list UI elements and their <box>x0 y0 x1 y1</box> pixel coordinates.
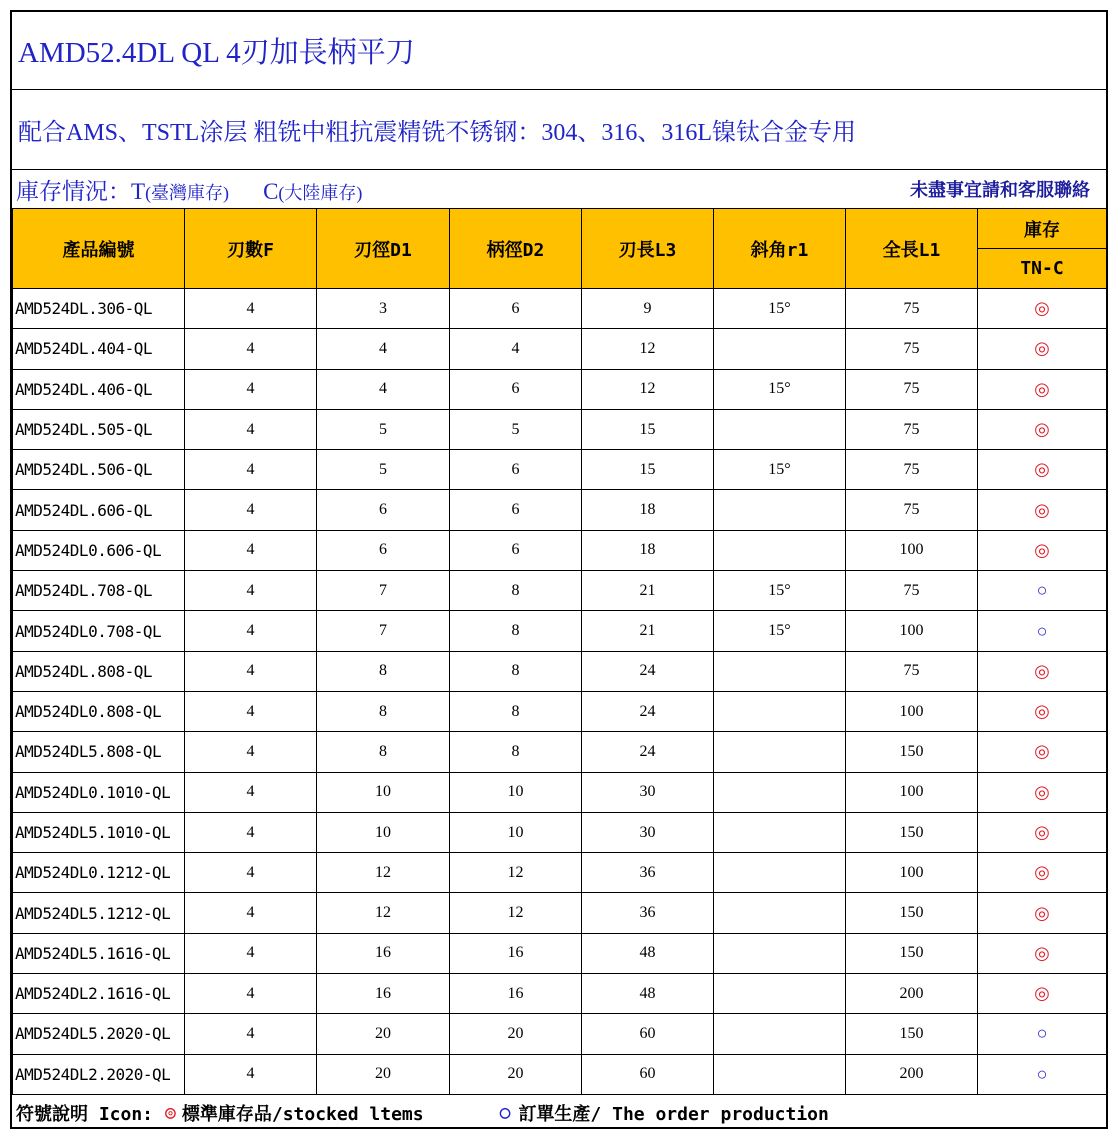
table-row <box>13 812 1107 852</box>
d1-cell: 3 <box>317 289 450 329</box>
r1-cell: 15° <box>714 611 846 651</box>
order-circle-icon: ○ <box>1036 620 1048 641</box>
stock-cell <box>978 732 1107 772</box>
d1-cell: 4 <box>317 369 450 409</box>
flutes-cell: 4 <box>185 893 317 933</box>
l3-cell: 12 <box>582 329 714 369</box>
order-circle-icon: ○ <box>499 1102 511 1124</box>
stock-cell <box>978 289 1107 329</box>
l1-cell: 150 <box>846 933 978 973</box>
table-row <box>13 691 1107 731</box>
stock-cell <box>978 329 1107 369</box>
stock-cell <box>978 974 1107 1014</box>
header-stock-sub: TN-C <box>978 249 1107 289</box>
stocked-circle-icon: ◎ <box>1034 741 1050 762</box>
d2-cell: 20 <box>450 1014 582 1054</box>
stock-c-desc: (大陸庫存) <box>278 182 363 203</box>
flutes-cell: 4 <box>185 329 317 369</box>
d2-cell: 20 <box>450 1054 582 1094</box>
d1-cell: 10 <box>317 812 450 852</box>
l1-cell: 75 <box>846 490 978 530</box>
code-cell: AMD524DL5.1010-QL <box>13 812 185 852</box>
table-row <box>13 329 1107 369</box>
code-cell: AMD524DL.606-QL <box>13 490 185 530</box>
code-cell: AMD524DL2.2020-QL <box>13 1054 185 1094</box>
l3-cell: 24 <box>582 651 714 691</box>
stock-t-code: T <box>131 178 146 204</box>
d1-cell: 8 <box>317 732 450 772</box>
page-title: AMD52.4DL QL 4刃加長柄平刀 <box>12 12 1106 90</box>
code-cell: AMD524DL0.1212-QL <box>13 853 185 893</box>
code-cell: AMD524DL0.606-QL <box>13 530 185 570</box>
table-row <box>13 1054 1107 1094</box>
header-stock: 庫存 <box>978 209 1107 249</box>
r1-cell: 15° <box>714 450 846 490</box>
r1-cell <box>714 812 846 852</box>
d2-cell: 8 <box>450 611 582 651</box>
code-cell: AMD524DL.505-QL <box>13 409 185 449</box>
stocked-circle-icon: ◎ <box>1034 822 1050 842</box>
flutes-cell: 4 <box>185 289 317 329</box>
l3-cell: 60 <box>582 1014 714 1054</box>
header-code: 產品編號 <box>13 209 185 289</box>
table-row <box>13 611 1107 651</box>
d1-cell: 12 <box>317 853 450 893</box>
l1-cell: 75 <box>846 571 978 611</box>
d1-cell: 7 <box>317 611 450 651</box>
d1-cell: 20 <box>317 1054 450 1094</box>
table-row <box>13 409 1107 449</box>
stock-label: 庫存情況： <box>16 178 131 204</box>
table-row <box>13 369 1107 409</box>
l1-cell: 150 <box>846 1014 978 1054</box>
l3-cell: 21 <box>582 611 714 651</box>
flutes-cell: 4 <box>185 1014 317 1054</box>
table-row <box>13 732 1107 772</box>
page-subtitle: 配合AMS、TSTL涂层 粗铣中粗抗震精铣不锈钢：304、316、316L镍钛合金专用 <box>12 90 1106 170</box>
stock-cell <box>978 651 1107 691</box>
l1-cell: 75 <box>846 450 978 490</box>
code-cell: AMD524DL.306-QL <box>13 289 185 329</box>
r1-cell <box>714 853 846 893</box>
code-cell: AMD524DL.506-QL <box>13 450 185 490</box>
l1-cell: 100 <box>846 530 978 570</box>
l1-cell: 75 <box>846 369 978 409</box>
code-cell: AMD524DL2.1616-QL <box>13 974 185 1014</box>
stocked-circle-icon: ◎ <box>1034 862 1050 883</box>
d1-cell: 4 <box>317 329 450 369</box>
l1-cell: 75 <box>846 329 978 369</box>
d2-cell: 10 <box>450 772 582 812</box>
stocked-circle-icon: ◎ <box>165 1102 176 1124</box>
stocked-circle-icon: ◎ <box>1034 701 1050 722</box>
l3-cell: 60 <box>582 1054 714 1094</box>
l3-cell: 36 <box>582 853 714 893</box>
stocked-circle-icon: ◎ <box>1034 298 1050 319</box>
d1-cell: 7 <box>317 571 450 611</box>
r1-cell <box>714 691 846 731</box>
table-row <box>13 450 1107 490</box>
d2-cell: 8 <box>450 732 582 772</box>
code-cell: AMD524DL.708-QL <box>13 571 185 611</box>
footer-stocked-text: 標準庫存品/stocked ltems <box>181 1103 424 1125</box>
table-row <box>13 974 1107 1014</box>
flutes-cell: 4 <box>185 530 317 570</box>
stock-cell <box>978 1054 1107 1094</box>
d2-cell: 12 <box>450 853 582 893</box>
legend-footer <box>12 1095 1106 1131</box>
d2-cell: 6 <box>450 289 582 329</box>
stocked-circle-icon: ◎ <box>1034 499 1050 520</box>
stock-cell <box>978 691 1107 731</box>
stocked-circle-icon: ◎ <box>1034 539 1050 560</box>
table-row <box>13 571 1107 611</box>
flutes-cell: 4 <box>185 1054 317 1094</box>
l1-cell: 100 <box>846 772 978 812</box>
spec-sheet <box>10 10 1108 1129</box>
d2-cell: 6 <box>450 369 582 409</box>
r1-cell <box>714 1014 846 1054</box>
table-row <box>13 289 1107 329</box>
l3-cell: 15 <box>582 409 714 449</box>
d1-cell: 16 <box>317 933 450 973</box>
stocked-circle-icon: ◎ <box>1034 942 1050 963</box>
flutes-cell: 4 <box>185 691 317 731</box>
header-flutes: 刃數F <box>185 209 317 289</box>
table-row <box>13 651 1107 691</box>
flutes-cell: 4 <box>185 974 317 1014</box>
order-circle-icon: ○ <box>1036 1023 1048 1044</box>
stock-cell <box>978 409 1107 449</box>
footer-label: 符號說明 Icon: <box>16 1103 154 1125</box>
stock-cell <box>978 611 1107 651</box>
flutes-cell: 4 <box>185 812 317 852</box>
d1-cell: 20 <box>317 1014 450 1054</box>
table-row <box>13 490 1107 530</box>
d1-cell: 6 <box>317 490 450 530</box>
stocked-circle-icon: ◎ <box>1034 902 1050 923</box>
stock-cell <box>978 571 1107 611</box>
header-l3: 刃長L3 <box>582 209 714 289</box>
l1-cell: 75 <box>846 409 978 449</box>
d2-cell: 8 <box>450 691 582 731</box>
code-cell: AMD524DL.406-QL <box>13 369 185 409</box>
r1-cell: 15° <box>714 369 846 409</box>
stock-cell <box>978 893 1107 933</box>
table-row <box>13 853 1107 893</box>
table-row <box>13 1014 1107 1054</box>
r1-cell <box>714 933 846 973</box>
d2-cell: 6 <box>450 450 582 490</box>
r1-cell: 15° <box>714 571 846 611</box>
code-cell: AMD524DL.404-QL <box>13 329 185 369</box>
flutes-cell: 4 <box>185 611 317 651</box>
l3-cell: 36 <box>582 893 714 933</box>
stock-cell <box>978 812 1107 852</box>
l3-cell: 48 <box>582 974 714 1014</box>
stock-cell <box>978 450 1107 490</box>
l1-cell: 200 <box>846 1054 978 1094</box>
d2-cell: 6 <box>450 490 582 530</box>
l3-cell: 15 <box>582 450 714 490</box>
l3-cell: 24 <box>582 732 714 772</box>
r1-cell <box>714 490 846 530</box>
l1-cell: 150 <box>846 732 978 772</box>
d2-cell: 16 <box>450 974 582 1014</box>
flutes-cell: 4 <box>185 933 317 973</box>
l3-cell: 9 <box>582 289 714 329</box>
code-cell: AMD524DL5.2020-QL <box>13 1014 185 1054</box>
flutes-cell: 4 <box>185 772 317 812</box>
table-body <box>13 289 1107 1095</box>
flutes-cell: 4 <box>185 853 317 893</box>
code-cell: AMD524DL5.808-QL <box>13 732 185 772</box>
l3-cell: 18 <box>582 490 714 530</box>
d1-cell: 5 <box>317 409 450 449</box>
flutes-cell: 4 <box>185 450 317 490</box>
flutes-cell: 4 <box>185 490 317 530</box>
flutes-cell: 4 <box>185 571 317 611</box>
stock-t-desc: (臺灣庫存) <box>145 182 230 203</box>
order-circle-icon: ○ <box>1036 580 1048 601</box>
header-d2: 柄徑D2 <box>450 209 582 289</box>
d1-cell: 5 <box>317 450 450 490</box>
order-circle-icon: ○ <box>1036 1063 1048 1084</box>
r1-cell <box>714 329 846 369</box>
stocked-circle-icon: ◎ <box>1034 660 1050 681</box>
l3-cell: 21 <box>582 571 714 611</box>
d1-cell: 16 <box>317 974 450 1014</box>
l1-cell: 100 <box>846 611 978 651</box>
footer-order-text: 訂單生產/ The order production <box>518 1103 829 1125</box>
r1-cell <box>714 651 846 691</box>
stock-cell <box>978 933 1107 973</box>
l1-cell: 150 <box>846 893 978 933</box>
stock-cell <box>978 369 1107 409</box>
stock-cell <box>978 490 1107 530</box>
stocked-circle-icon: ◎ <box>1034 781 1050 802</box>
d1-cell: 8 <box>317 651 450 691</box>
d2-cell: 8 <box>450 651 582 691</box>
code-cell: AMD524DL.808-QL <box>13 651 185 691</box>
d2-cell: 16 <box>450 933 582 973</box>
d2-cell: 10 <box>450 812 582 852</box>
r1-cell <box>714 732 846 772</box>
l1-cell: 100 <box>846 691 978 731</box>
flutes-cell: 4 <box>185 651 317 691</box>
code-cell: AMD524DL0.708-QL <box>13 611 185 651</box>
stocked-circle-icon: ◎ <box>1034 419 1050 440</box>
l3-cell: 30 <box>582 772 714 812</box>
table-row <box>13 893 1107 933</box>
stocked-circle-icon: ◎ <box>1034 459 1050 480</box>
contact-note: 未盡事宜請和客服聯絡 <box>910 180 1090 201</box>
table-row <box>13 530 1107 570</box>
l3-cell: 12 <box>582 369 714 409</box>
d2-cell: 12 <box>450 893 582 933</box>
flutes-cell: 4 <box>185 409 317 449</box>
r1-cell <box>714 772 846 812</box>
code-cell: AMD524DL0.808-QL <box>13 691 185 731</box>
flutes-cell: 4 <box>185 732 317 772</box>
stock-cell <box>978 772 1107 812</box>
r1-cell <box>714 974 846 1014</box>
d1-cell: 6 <box>317 530 450 570</box>
stocked-circle-icon: ◎ <box>1034 378 1050 399</box>
product-table <box>12 208 1107 1095</box>
header-d1: 刃徑D1 <box>317 209 450 289</box>
l1-cell: 75 <box>846 651 978 691</box>
table-row <box>13 933 1107 973</box>
header-l1: 全長L1 <box>846 209 978 289</box>
stock-cell <box>978 853 1107 893</box>
table-row <box>13 772 1107 812</box>
r1-cell <box>714 893 846 933</box>
flutes-cell: 4 <box>185 369 317 409</box>
l1-cell: 75 <box>846 289 978 329</box>
code-cell: AMD524DL5.1212-QL <box>13 893 185 933</box>
stock-cell <box>978 530 1107 570</box>
header-r1: 斜角r1 <box>714 209 846 289</box>
d1-cell: 12 <box>317 893 450 933</box>
code-cell: AMD524DL5.1616-QL <box>13 933 185 973</box>
d1-cell: 10 <box>317 772 450 812</box>
d1-cell: 8 <box>317 691 450 731</box>
l1-cell: 200 <box>846 974 978 1014</box>
code-cell: AMD524DL0.1010-QL <box>13 772 185 812</box>
l3-cell: 24 <box>582 691 714 731</box>
stocked-circle-icon: ◎ <box>1034 983 1050 1004</box>
stock-legend <box>16 173 362 206</box>
stock-cell <box>978 1014 1107 1054</box>
stocked-circle-icon: ◎ <box>1034 338 1050 359</box>
r1-cell <box>714 530 846 570</box>
l1-cell: 100 <box>846 853 978 893</box>
r1-cell <box>714 409 846 449</box>
l3-cell: 18 <box>582 530 714 570</box>
stock-info-bar <box>12 170 1106 208</box>
d2-cell: 4 <box>450 329 582 369</box>
l3-cell: 30 <box>582 812 714 852</box>
d2-cell: 5 <box>450 409 582 449</box>
d2-cell: 6 <box>450 530 582 570</box>
r1-cell <box>714 1054 846 1094</box>
d2-cell: 8 <box>450 571 582 611</box>
r1-cell: 15° <box>714 289 846 329</box>
l1-cell: 150 <box>846 812 978 852</box>
l3-cell: 48 <box>582 933 714 973</box>
stock-c-code: C <box>263 178 279 204</box>
